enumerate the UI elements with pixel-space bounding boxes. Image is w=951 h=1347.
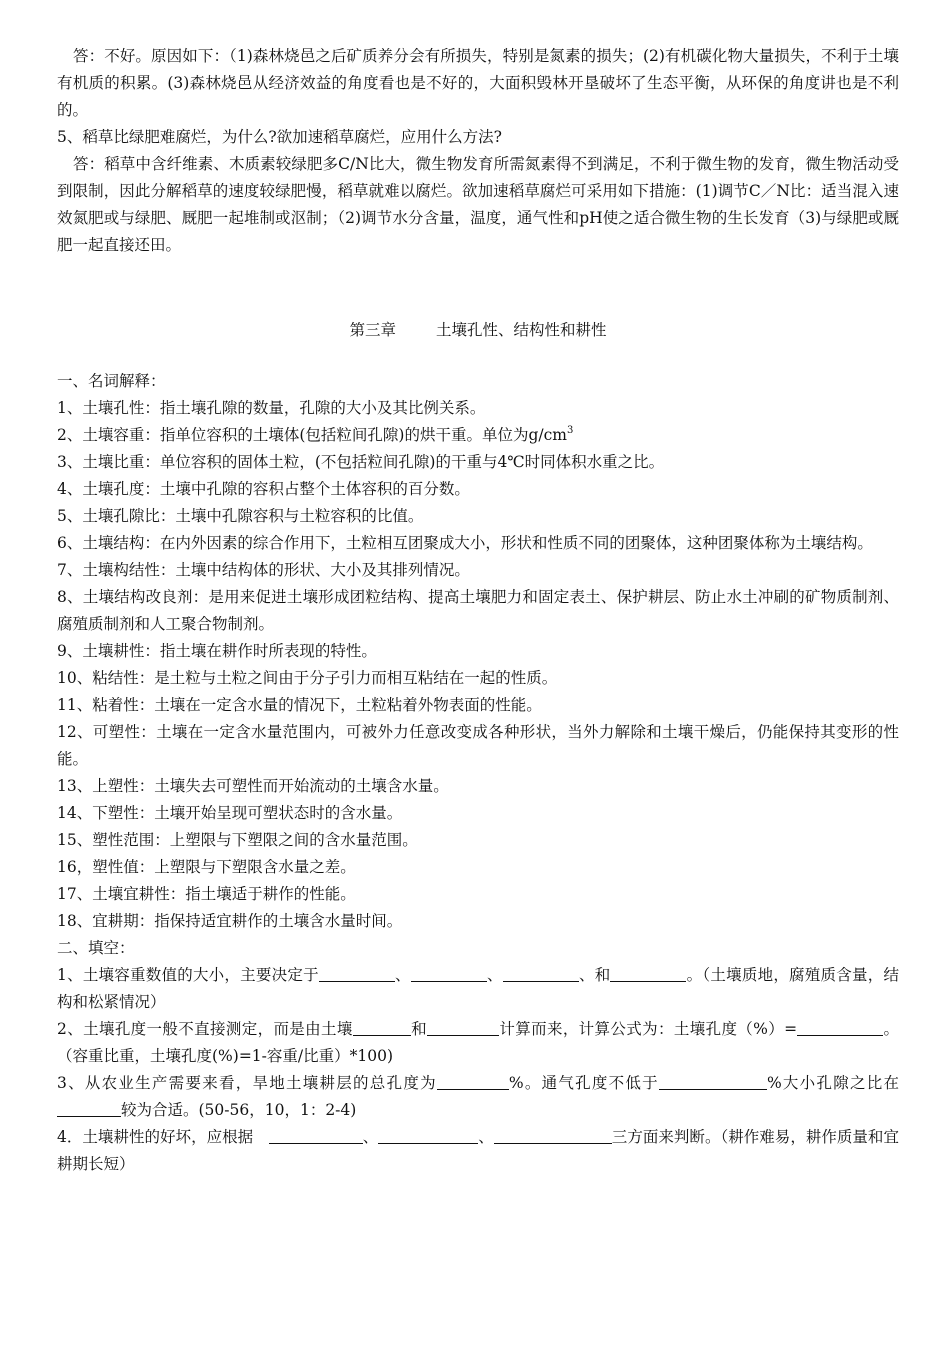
chapter-number: 第三章	[349, 321, 396, 339]
definition-item: 5、土壤孔隙比：土壤中孔隙容积与土粒容积的比值。	[57, 507, 424, 525]
section-1-heading: 一、名词解释：	[57, 372, 166, 390]
question-text: 1、土壤容重数值的大小，主要决定于	[57, 966, 319, 984]
question-answer-hint: 。（土壤质地，腐殖质含量，结构和松紧情况）	[57, 966, 899, 1011]
answer-blank[interactable]	[610, 965, 686, 982]
definition-item: 11、粘着性：土壤在一定含水量的情况下，土粒粘着外物表面的性能。	[57, 696, 542, 714]
answer-blank[interactable]	[494, 1127, 612, 1144]
definition-item: 4、土壤孔度：土壤中孔隙的容积占整个土体容积的百分数。	[57, 480, 470, 498]
fill-question-4	[57, 1124, 899, 1178]
separator: 、	[394, 966, 411, 984]
definition-text: 2、土壤容重：指单位容积的土壤体(包括粒间孔隙)的烘干重。单位为g/cm	[57, 426, 567, 444]
definition-item: 1、土壤孔性：指土壤孔隙的数量，孔隙的大小及其比例关系。	[57, 399, 486, 417]
answer-blank[interactable]	[659, 1073, 767, 1090]
answer-blank[interactable]	[378, 1127, 478, 1144]
definition-item: 8、土壤结构改良剂：是用来促进土壤形成团粒结构、提高土壤肥力和固定表土、保护耕层、防止水土冲刷的矿物质制剂、腐殖质制剂和人工聚合物制剂。	[57, 588, 899, 633]
question-answer-hint: 。（容重比重，土壤孔度(%)=1-容重/比重）*100)	[57, 1020, 899, 1065]
question-text: 3、从农业生产需要来看，旱地土壤耕层的总孔度为	[57, 1074, 437, 1092]
question-text: 2、土壤孔度一般不直接测定，而是由土壤	[57, 1020, 353, 1038]
question-5: 5、稻草比绿肥难腐烂，为什么?欲加速稻草腐烂，应用什么方法?	[57, 128, 502, 146]
definition-item-bulk-density	[57, 422, 899, 449]
chapter-title: 土壤孔性、结构性和耕性	[436, 321, 607, 339]
question-text: 4．土壤耕性的好坏，应根据	[57, 1128, 269, 1146]
definition-item: 13、上塑性：土壤失去可塑性而开始流动的土壤含水量。	[57, 777, 449, 795]
question-text: 和	[410, 1020, 427, 1038]
question-text: 计算而来，计算公式为：土壤孔度（%）=	[499, 1020, 798, 1038]
document-page	[57, 43, 899, 1178]
answer-blank[interactable]	[269, 1127, 363, 1144]
definition-item: 7、土壤构结性：土壤中结构体的形状、大小及其排列情况。	[57, 561, 470, 579]
fill-question-2	[57, 1016, 899, 1070]
fill-question-3	[57, 1070, 899, 1124]
answer-blank[interactable]	[353, 1019, 411, 1036]
definition-item: 16，塑性值：上塑限与下塑限含水量之差。	[57, 858, 356, 876]
answer-blank[interactable]	[437, 1073, 509, 1090]
separator: 、	[362, 1128, 379, 1146]
answer-blank[interactable]	[57, 1100, 121, 1117]
question-answer-hint: 较为合适。(50-56，10，1：2-4)	[121, 1101, 357, 1119]
answer-paragraph-1: 答：不好。原因如下：（1)森林烧邑之后矿质养分会有所损失，特别是氮素的损失；(2)有机碳化物大量损失，不利于土壤有机质的积累。(3)森林烧邑从经济效益的角度看也是不好的，大面积毁林开垦破坏了生态平衡，从环保的角度讲也是不利的。	[57, 47, 899, 119]
answer-paragraph-5: 答：稻草中含纤维素、木质素较绿肥多C/N比大，微生物发育所需氮素得不到满足，不利于微生物的发育，微生物活动受到限制，因此分解稻草的速度较绿肥慢，稻草就难以腐烂。欲加速稻草腐烂可采用如下措施：(1)调节C／N比：适当混入速效氮肥或与绿肥、厩肥一起堆制或沤制；（2)调节水分含量，温度，通气性和pH使之适合微生物的生长发育（3)与绿肥或厩肥一起直接还田。	[57, 155, 899, 254]
definition-item: 10、粘结性：是土粒与土粒之间由于分子引力而相互粘结在一起的性质。	[57, 669, 558, 687]
chapter-heading	[57, 317, 899, 344]
definition-item: 9、土壤耕性：指土壤在耕作时所表现的特性。	[57, 642, 377, 660]
definition-list	[57, 449, 899, 935]
question-text: %。通气孔度不低于	[508, 1074, 659, 1092]
definition-item: 3、土壤比重：单位容积的固体土粒，(不包括粒间孔隙)的干重与4℃时同体积水重之比。	[57, 453, 665, 471]
answer-blank[interactable]	[503, 965, 579, 982]
superscript: 3	[566, 425, 574, 436]
section-2-heading: 二、填空：	[57, 939, 135, 957]
definition-item: 14、下塑性：土壤开始呈现可塑状态时的含水量。	[57, 804, 403, 822]
separator: 、和	[578, 966, 611, 984]
answer-blank[interactable]	[319, 965, 395, 982]
definition-item: 15、塑性范围：上塑限与下塑限之间的含水量范围。	[57, 831, 418, 849]
separator: 、	[478, 1128, 494, 1146]
fill-question-1	[57, 962, 899, 1016]
definition-item: 12、可塑性：土壤在一定含水量范围内，可被外力任意改变成各种形状，当外力解除和土壤干燥后，仍能保持其变形的性能。	[57, 723, 899, 768]
definition-item: 6、土壤结构：在内外因素的综合作用下，土粒相互团聚成大小，形状和性质不同的团聚体，这种团聚体称为土壤结构。	[57, 534, 873, 552]
question-text: %大小孔隙之比在	[766, 1074, 899, 1092]
question-answer-hint: 三方面来判断。（耕作难易，耕作质量和宜耕期长短）	[57, 1128, 899, 1173]
definition-item: 17、土壤宜耕性：指土壤适于耕作的性能。	[57, 885, 356, 903]
answer-blank[interactable]	[427, 1019, 499, 1036]
separator: 、	[486, 966, 503, 984]
definition-item: 18、宜耕期：指保持适宜耕作的土壤含水量时间。	[57, 912, 403, 930]
answer-blank[interactable]	[411, 965, 487, 982]
answer-blank[interactable]	[797, 1019, 883, 1036]
